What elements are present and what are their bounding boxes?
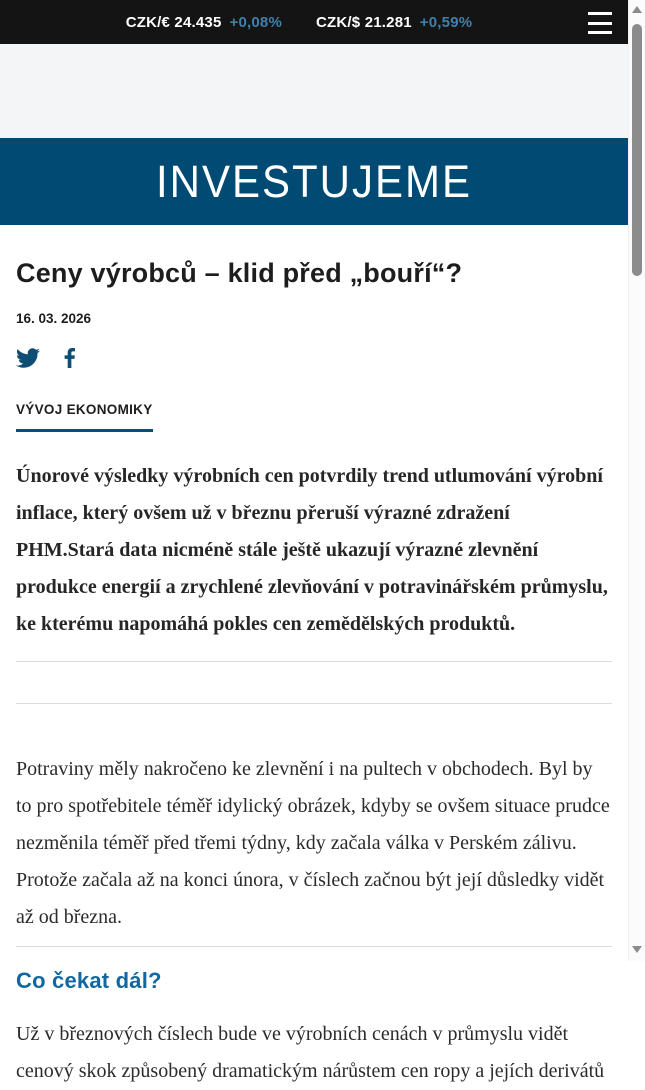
article-paragraph-1: Potraviny měly nakročeno ke zlevnění i na pultech v obchodech. Byl by to pro spotřebitele téměř idylický obrázek, kdyby se ovšem situace prudce nezměnila téměř před třemi týdny, kdy začala válka v Perském zálivu. Protože začala až na konci února, v číslech začnou být její důsledky vidět až od března. bbox=[16, 758, 610, 928]
scroll-up-arrow-icon[interactable] bbox=[632, 6, 642, 13]
article-content bbox=[0, 225, 628, 1090]
hamburger-icon bbox=[588, 12, 612, 15]
scrollbar[interactable] bbox=[628, 0, 645, 961]
ticker-czk-usd[interactable] bbox=[316, 14, 472, 31]
social-share-bar bbox=[16, 345, 612, 371]
article-subheading: Co čekat dál? bbox=[16, 968, 162, 993]
twitter-icon bbox=[16, 346, 40, 370]
article-title: Ceny výrobců – klid před „bouří“? bbox=[16, 258, 463, 288]
scroll-down-arrow-icon[interactable] bbox=[632, 946, 642, 953]
site-header bbox=[0, 138, 628, 225]
hamburger-icon bbox=[588, 22, 612, 25]
divider bbox=[16, 703, 612, 704]
facebook-icon bbox=[58, 346, 82, 370]
twitter-share-button[interactable] bbox=[16, 345, 42, 371]
ticker-czk-usd-value: CZK/$ 21.281 bbox=[316, 13, 412, 31]
hamburger-icon bbox=[588, 31, 612, 34]
facebook-share-button[interactable] bbox=[58, 345, 84, 371]
site-logo[interactable]: INVESTUJEME bbox=[155, 155, 473, 207]
divider bbox=[16, 661, 612, 662]
currency-tickers bbox=[126, 14, 473, 31]
category-label[interactable]: VÝVOJ EKONOMIKY bbox=[16, 402, 153, 432]
article-paragraph-2: Už v březnových číslech bude ve výrobních cenách v průmyslu vidět cenový skok způsobený dramatickým nárůstem cen ropy a jejích derivátů bbox=[16, 1023, 605, 1082]
spacer-band bbox=[0, 44, 628, 138]
article-perex: Únorové výsledky výrobních cen potvrdily trend utlumování výrobní inflace, který ovšem už v březnu přeruší výrazné zdražení PHM.Stará data nicméně stále ještě ukazují výrazné zlevnění produkce energií a zrychlené zlevňování v potravinářském průmyslu, ke kterému napomáhá pokles cen zemědělských produktů. bbox=[16, 465, 608, 635]
menu-button[interactable] bbox=[582, 11, 618, 35]
ticker-czk-eur-value: CZK/€ 24.435 bbox=[125, 13, 222, 31]
top-ticker-bar bbox=[0, 0, 628, 44]
scrollbar-thumb[interactable] bbox=[632, 24, 642, 276]
ticker-czk-eur-change: +0,08% bbox=[229, 13, 282, 31]
divider bbox=[16, 946, 612, 947]
ticker-czk-usd-change: +0,59% bbox=[419, 13, 473, 31]
article-date: 16. 03. 2026 bbox=[16, 311, 92, 326]
ticker-czk-eur[interactable] bbox=[126, 14, 282, 31]
